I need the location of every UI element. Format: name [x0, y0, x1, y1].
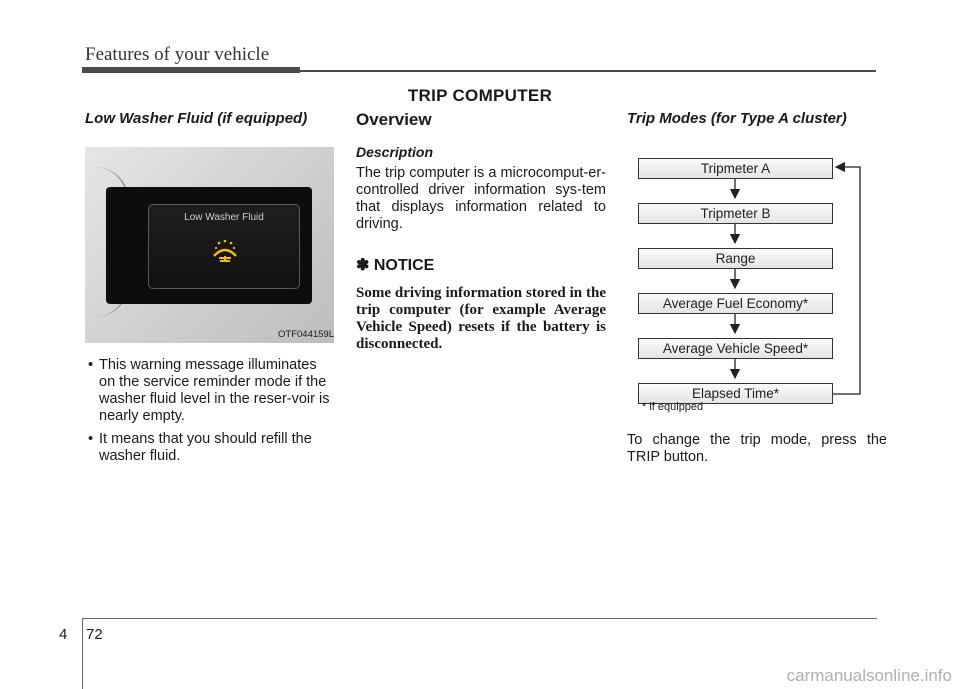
cluster-photo: [85, 147, 334, 343]
page-number: 72: [86, 626, 103, 643]
trip-mode-flow: [627, 140, 887, 415]
flow-arrows: [627, 140, 887, 415]
trip-mode-box: Average Fuel Economy*: [638, 293, 833, 314]
middle-column: [356, 110, 606, 353]
trip-instruction: To change the trip mode, press the TRIP button.: [627, 432, 887, 465]
cluster-screen: [106, 187, 312, 304]
overview-heading: Overview: [356, 110, 432, 129]
footer-rule-vertical: [82, 618, 83, 689]
right-column: [627, 110, 887, 466]
trip-mode-box: Elapsed Time*: [638, 383, 833, 404]
photo-code: OTF044159L: [278, 329, 334, 340]
screen-label: Low Washer Fluid: [184, 212, 264, 223]
washer-fluid-warning-icon: [210, 238, 240, 264]
loop-arrow: [833, 167, 860, 394]
bullet-item: • It means that you should refill the washer fluid.: [85, 431, 335, 465]
flow-footnote: * if equipped: [642, 401, 704, 413]
notice-text: Some driving information stored in the trip computer (for example Average Vehicle Speed) resets if the battery is disconnected.: [356, 285, 606, 352]
screen-panel: [148, 204, 300, 289]
left-column: [85, 110, 335, 471]
bullet-item: • This warning message illuminates on the service reminder mode if the washer fluid level in the reser-voir is nearly empty.: [85, 357, 335, 425]
watermark: carmanualsonline.info: [786, 666, 952, 685]
trip-mode-box: Tripmeter A: [638, 158, 833, 179]
trip-mode-box: Tripmeter B: [638, 203, 833, 224]
chapter-number: 4: [59, 626, 68, 643]
description-subheading: Description: [356, 144, 434, 160]
trip-modes-heading: Trip Modes (for Type A cluster): [627, 110, 847, 127]
trip-mode-box: Range: [638, 248, 833, 269]
warning-bullets: [85, 357, 335, 465]
footer-rule-horizontal: [82, 618, 877, 619]
description-text: The trip computer is a microcomput-er-controlled driver information sys-tem that displays information related to driving.: [356, 165, 606, 232]
trip-mode-box: Average Vehicle Speed*: [638, 338, 833, 359]
header-rule-thin: [300, 70, 876, 72]
notice-title: ✽ NOTICE: [356, 257, 435, 274]
page-header-title: Features of your vehicle: [85, 44, 270, 65]
low-washer-heading: Low Washer Fluid (if equipped): [85, 110, 308, 127]
section-title: TRIP COMPUTER: [407, 86, 553, 105]
header-rule-thick: [82, 67, 300, 73]
